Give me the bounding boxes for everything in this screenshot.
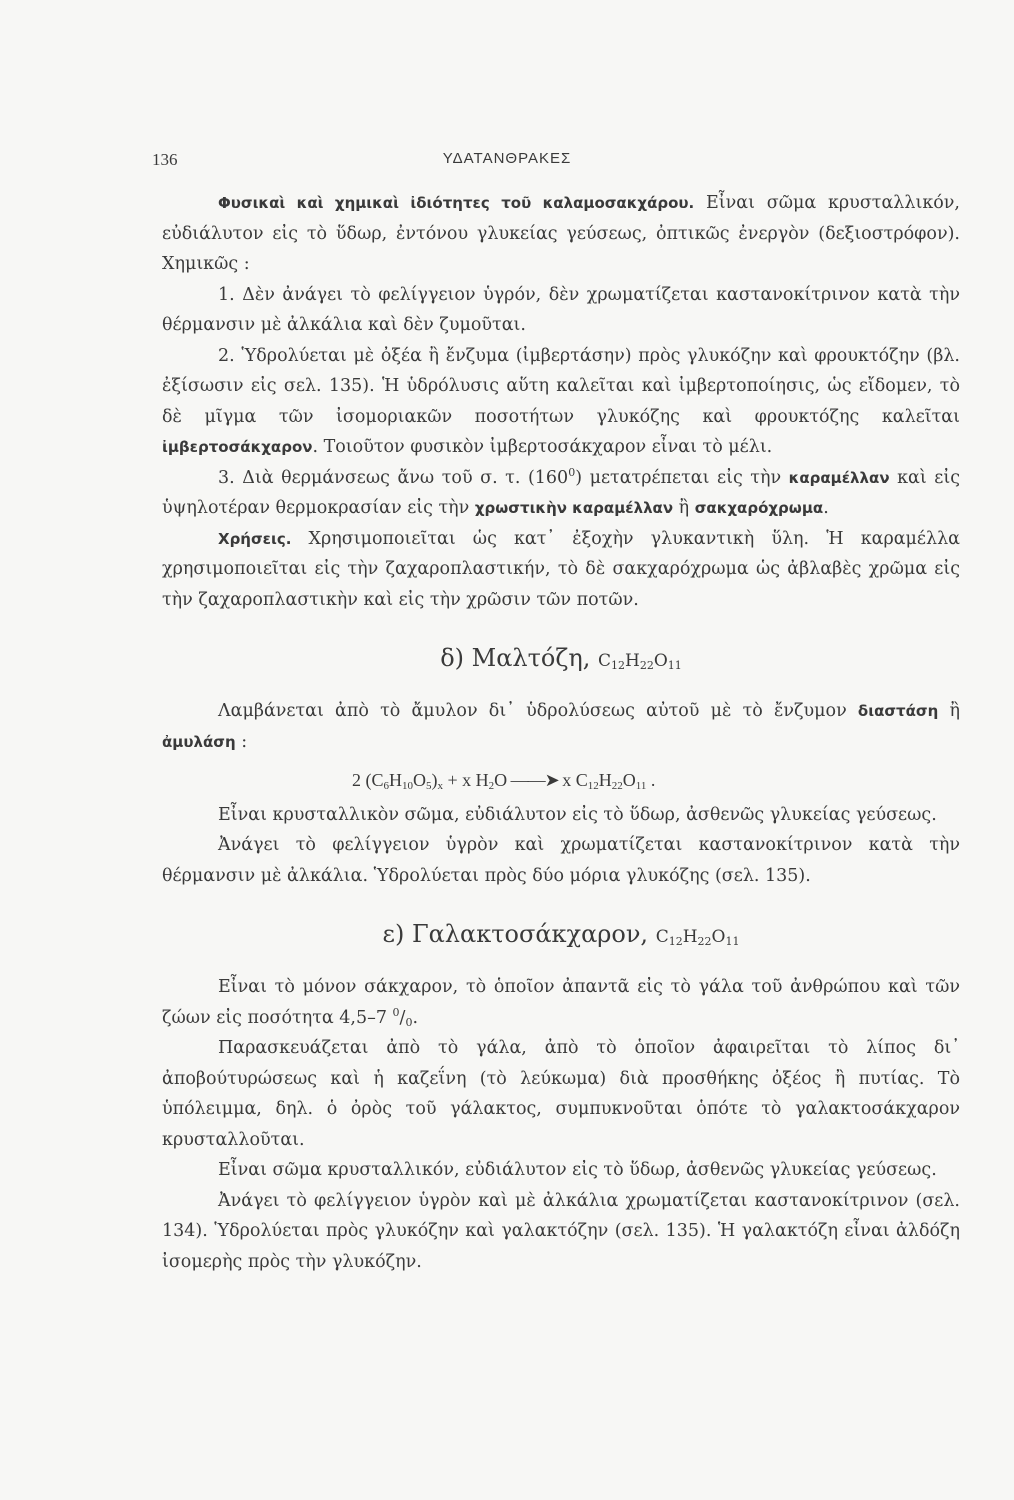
lactose-reactions: Ἀνάγει τὸ φελίγγειον ὑγρὸν καὶ μὲ ἀλκάλια χρωματίζεται καστανοκίτρινον (σελ. 134). Ὑδρολύεται πρὸς γλυκόζην καὶ γαλακτόζην (σελ. 135). Ἡ γαλακτόζη εἶναι ἀλδόζη ἰσομερὴς πρὸς τὴν γλυκόζην. (162, 1190, 960, 1272)
term-diastase: διαστάση (857, 702, 939, 720)
running-title: ΥΔΑΤΑΝΘΡΑΚΕΣ (442, 150, 572, 167)
maltose-preparation: Λαμβάνεται ἀπὸ τὸ ἄμυλον δι᾿ ὑδρολύσεως αὐτοῦ μὲ τὸ ἔνζυμον διαστάση ἢ ἀμυλάση : (162, 701, 960, 752)
maltose-properties: Εἶναι κρυσταλλικὸν σῶμα, εὐδιάλυτον εἰς τὸ ὕδωρ, ἀσθενῶς γλυκείας γεύσεως. (218, 804, 937, 825)
term-sugar-colour: σακχαρόχρωμα (694, 499, 824, 517)
section-properties-intro: Φυσικαὶ καὶ χημικαὶ ἰδιότητες τοῦ καλαμοσακχάρου. Εἶναι σῶμα κρυσταλλικόν, εὐδιάλυτον εἰς τὸ ὕδωρ, ἐντόνου γλυκείας γεύσεως, ὀπτικῶς ἐνεργὸν (δεξιοστρόφον). Χημικῶς : (162, 193, 960, 274)
lactose-formula: $C_{12}H_{22}O_{11}$ (655, 927, 740, 948)
property-item-3: 3. Διὰ θερμάνσεως ἄνω τοῦ σ. τ. $(160^0)$ μετατρέπεται εἰς τὴν καραμέλλαν καὶ εἰς ὑψηλοτέραν θερμοκρασίαν εἰς τὴν χρωστικὴν καραμέλλαν ἢ σακχαρόχρωμα. (162, 465, 960, 518)
maltose-formula: $C_{12}H_{22}O_{11}$ (598, 651, 682, 672)
page-header (0, 150, 1014, 176)
section-title: Φυσικαὶ καὶ χημικαὶ ἰδιότητες τοῦ καλαμοσακχάρου. (218, 194, 695, 212)
term-invert-sugar: ἰμβερτοσάκχαρον (162, 438, 313, 456)
term-colouring-caramel: χρωστικὴν καραμέλλαν (474, 499, 674, 517)
lactose-heading: ε) Γαλακτοσάκχαρον, $C_{12}H_{22}O_{11}$ (382, 920, 740, 948)
maltose-equation: 2 $(C_6H_{10}O_5)_x + x$ $H_2O$ ——➤ x $C_{12}H_{22}O_{11}$ . (352, 770, 656, 792)
lactose-properties: Εἶναι σῶμα κρυσταλλικόν, εὐδιάλυτον εἰς τὸ ὕδωρ, ἀσθενῶς γλυκείας γεύσεως. (218, 1160, 937, 1180)
uses-paragraph: Χρήσεις. Χρησιμοποιεῖται ὡς κατ᾿ ἐξοχὴν γλυκαντικὴ ὕλη. Ἡ καραμέλλα χρησιμοποιεῖται εἰς τὴν ζαχαροπλαστικήν, τὸ δὲ σακχαρόχρωμα ὡς ἀβλαβὲς χρῶμα εἰς τὴν ζαχαροπλαστικὴν καὶ εἰς τὴν χρῶσιν τῶν ποτῶν. (162, 528, 960, 610)
reaction-arrow: ——➤ (507, 770, 563, 790)
maltose-heading: δ) Μαλτόζη, $C_{12}H_{22}O_{11}$ (440, 644, 682, 672)
uses-title: Χρήσεις. (218, 529, 292, 548)
maltose-reactions: Ἀνάγει τὸ φελίγγειον ὑγρὸν καὶ χρωματίζεται καστανοκίτρινον κατὰ τὴν θέρμανσιν μὲ ἀλκάλια. Ὑδρολύεται πρὸς δύο μόρια γλυκόζης (σελ. 135). (162, 835, 960, 886)
page-number: 136 (152, 150, 178, 169)
lactose-preparation: Παρασκευάζεται ἀπὸ τὸ γάλα, ἀπὸ τὸ ὁποῖον ἀφαιρεῖται τὸ λίπος δι᾿ ἀποβούτυρώσεως καὶ ἡ καζεΐνη (τὸ λεύκωμα) διὰ προσθήκης ὀξέος ἢ πυτίας. Τὸ ὑπόλειμμα, δηλ. ὁ ὀρὸς τοῦ γάλακτος, συμπυκνοῦται ὁπότε τὸ γαλακτοσάκχαρον κρυσταλλοῦται. (162, 1038, 960, 1150)
property-item-1: 1. Δὲν ἀνάγει τὸ φελίγγειον ὑγρόν, δὲν χρωματίζεται καστανοκίτρινον κατὰ τὴν θέρμανσιν μὲ ἀλκάλια καὶ δὲν ζυμοῦται. (162, 284, 960, 335)
lactose-occurrence: Εἶναι τὸ μόνον σάκχαρον, τὸ ὁποῖον ἀπαντᾶ εἰς τὸ γάλα τοῦ ἀνθρώπου καὶ τῶν ζώων εἰς ποσότητα 4,5–7 $^0/_0$. (162, 977, 960, 1029)
page-body (162, 188, 960, 1277)
term-amylase: ἀμυλάση (162, 732, 236, 751)
property-item-2: 2. Ὑδρολύεται μὲ ὀξέα ἢ ἔνζυμα (ἰμβερτάσην) πρὸς γλυκόζην καὶ φρουκτόζην (βλ. ἐξίσωσιν εἰς σελ. 135). Ἡ ὑδρόλυσις αὕτη καλεῖται καὶ ἰμβερτοποίησις, ὡς εἴδομεν, τὸ δὲ μῖγμα τῶν ἰσομοριακῶν ποσοτήτων γλυκόζης καὶ φρουκτόζης καλεῖται ἰμβερτοσάκχαρον. Τοιοῦτον φυσικὸν ἰμβερτοσάκχαρον εἶναι τὸ μέλι. (162, 345, 960, 457)
term-caramel: καραμέλλαν (788, 468, 890, 487)
